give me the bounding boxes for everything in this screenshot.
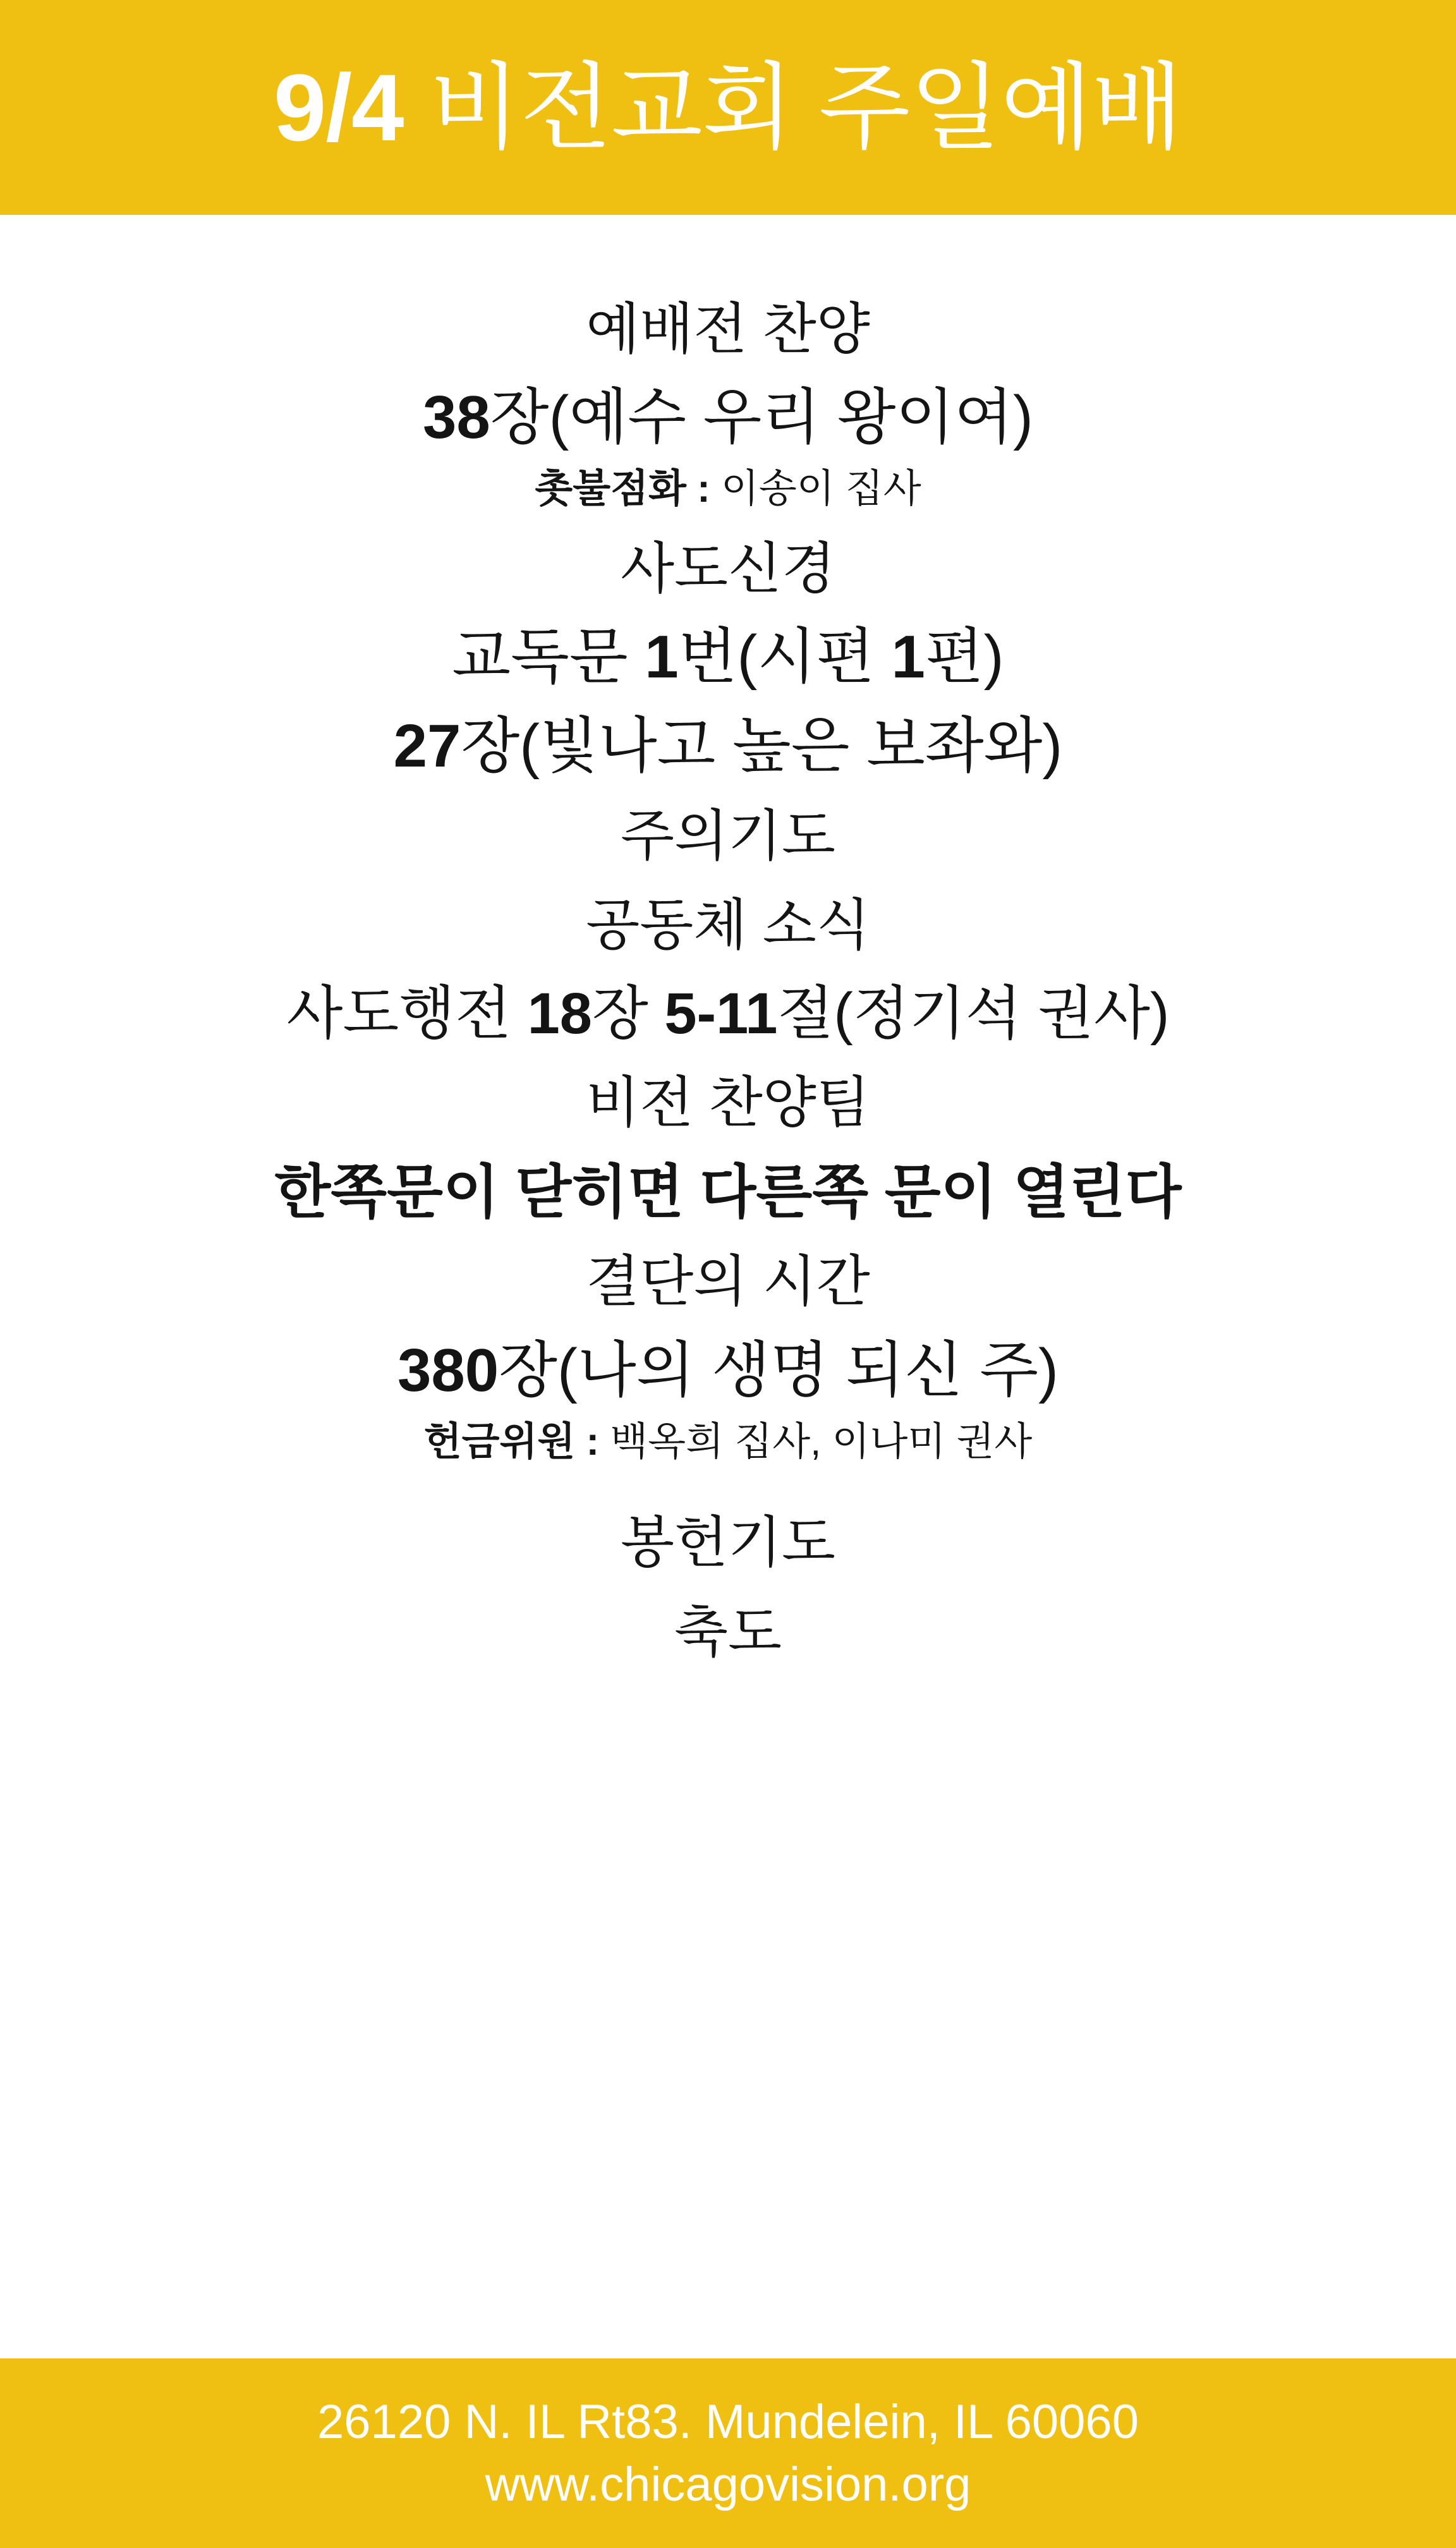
responsive-reading-number: 1 <box>645 623 679 691</box>
item-responsive-reading <box>0 618 1456 697</box>
order-of-service-list <box>0 215 1456 2358</box>
offering-committee-label: 헌금위원 : <box>423 1419 600 1464</box>
item-apostles-creed: 사도신경 <box>620 537 836 600</box>
item-prelude-praise: 예배전 찬양 <box>586 298 870 360</box>
scripture-chapter: 18 <box>527 981 592 1046</box>
item-community-news: 공동체 소식 <box>586 894 870 957</box>
poster-header <box>0 0 1456 215</box>
item-offering-committee <box>0 1417 1456 1468</box>
scripture-reader: 절(정기석 권사) <box>777 981 1170 1046</box>
item-decision-time: 결단의 시간 <box>586 1250 870 1313</box>
hymn-3-number: 380 <box>397 1336 499 1404</box>
church-website: www.chicagovision.org <box>485 2458 971 2511</box>
item-candle-lighting <box>0 464 1456 515</box>
item-hymn-1 <box>0 379 1456 458</box>
item-benediction: 축도 <box>674 1600 782 1663</box>
item-hymn-2 <box>0 707 1456 786</box>
service-title: 비전교회 주일예배 <box>403 54 1183 161</box>
responsive-reading-prefix: 교독문 <box>452 623 645 691</box>
scripture-verses: 5-11 <box>664 981 778 1046</box>
scripture-book: 사도행전 <box>286 981 528 1046</box>
responsive-reading-suffix: 편) <box>925 623 1004 691</box>
item-praise-team: 비전 찬양팀 <box>586 1071 870 1134</box>
hymn-1-number: 38 <box>423 384 490 452</box>
offering-committee-people: 백옥희 집사, 이나미 권사 <box>599 1419 1033 1464</box>
hymn-3-title: 장(나의 생명 되신 주) <box>499 1336 1059 1404</box>
poster-footer <box>0 2358 1456 2548</box>
responsive-reading-psalm-number: 1 <box>891 623 925 691</box>
item-scripture-reading <box>0 976 1456 1052</box>
scripture-chapter-unit: 장 <box>592 981 665 1046</box>
candle-lighting-label: 촛불점화 : <box>535 467 710 511</box>
hymn-2-number: 27 <box>393 712 461 780</box>
hymn-2-title: 장(빛나고 높은 보좌와) <box>461 712 1063 780</box>
responsive-reading-middle: 번(시편 <box>678 623 892 691</box>
service-date: 9/4 <box>273 54 404 161</box>
hymn-1-title: 장(예수 우리 왕이여) <box>490 384 1033 452</box>
item-sermon-title: 한쪽문이 닫히면 다른쪽 문이 열린다 <box>274 1160 1182 1225</box>
candle-lighting-person: 이송이 집사 <box>710 467 921 511</box>
church-address: 26120 N. IL Rt83. Mundelein, IL 60060 <box>317 2394 1139 2449</box>
item-offering-prayer: 봉헌기도 <box>620 1511 836 1574</box>
item-hymn-3 <box>0 1332 1456 1410</box>
page-title <box>273 54 1183 161</box>
item-lords-prayer: 주의기도 <box>620 804 836 867</box>
